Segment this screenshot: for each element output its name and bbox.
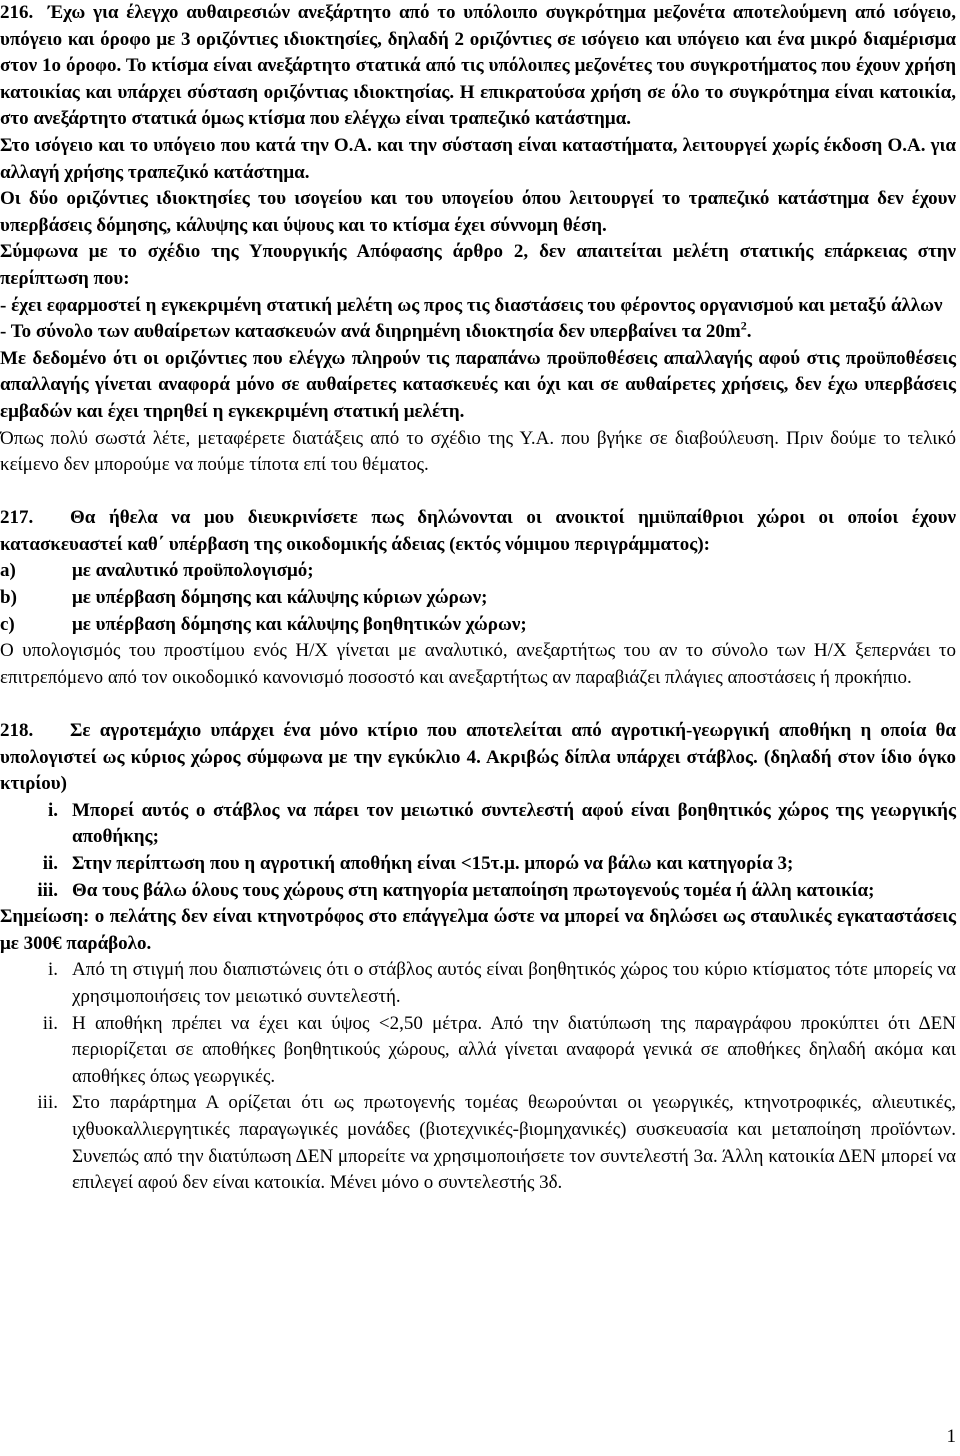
q216-paragraph-4: Σύμφωνα με το σχέδιο της Υπουργικής Απόφασης άρθρο 2, δεν απαιτείται μελέτη στατικής επάρκειας στην περίπτωση που: (0, 241, 956, 289)
q217-number: 217. (0, 507, 34, 529)
q216-conclusion: Με δεδομένο ότι οι οριζόντιες που ελέγχω πληρούν τις παραπάνω προϋποθέσεις απαλλαγής αφού στις προϋποθέσεις απαλλαγής γίνεται αναφορά μόνο σε αυθαίρετες κατασκευές και όχι και σε αυθαίρετες χρήσεις, δεν έχω υπερβάσεις εμβαδών και έχει τηρηθεί η εγκεκριμένη στατική μελέτη. (0, 347, 956, 422)
q218-number: 218. (0, 720, 34, 742)
q216-paragraph-5: - έχει εφαρμοστεί η εγκεκριμένη στατική μελέτη ως προς τις διαστάσεις του φέροντος οργανισμού και μεταξύ άλλων (0, 294, 943, 316)
q218-answer-i: i. Από τη στιγμή που διαπιστώνεις ότι ο στάβλος αυτός είναι βοηθητικός χώρος του κύριο κτίσματος τότε μπορείς να χρησιμοποιήσεις τον μειωτικό συντελεστή. (47, 959, 956, 1007)
q216-limit: - Το σύνολο των αυθαίρετων κατασκευών ανά διηρημένη ιδιοκτησία δεν υπερβαίνει τα $20m^2$. (0, 318, 752, 343)
q217-answer: Ο υπολογισμός του προστίμου ενός Η/Χ γίνεται με αναλυτικό, ανεξαρτήτως του αν το σύνολο των Η/Χ ξεπερνάει το επιτρεπόμενο από τον οικοδομικό κανονισμό ποσοστό και ανεξαρτήτως αν παραβιάζει πλάγιες αποστάσεις ή προκήπιο. (0, 640, 956, 688)
q216-paragraph-3: Οι δύο οριζόντιες ιδιοκτησίες του ισογείου και του υπογείου όπου λειτουργεί το τραπεζικό κατάστημα δεν έχουν υπερβάσεις δόμησης, κάλυψης και ύψους και το κτίσμα έχει σύννομη θέση. (0, 188, 956, 236)
q218-question: 218. Σε αγροτεμάχιο υπάρχει ένα μόνο κτίριο που αποτελείται από αγροτική-γεωργική αποθήκη η οποία θα υπολογιστεί ως κύριος χώρος σύμφωνα με την εγκύκλιο 4. Ακριβώς δίπλα υπάρχει στάβλος. (δηλαδή στον ίδιο όγκο κτιρίου) (0, 720, 956, 795)
q218-answer-iii: iii. Στο παράρτημα Α ορίζεται ότι ως πρωτογενής τομέας θεωρούνται οι γεωργικές, κτηνοτροφικές, αλιευτικές, ιχθυοκαλλιεργητικές παραγωγικές μονάδες (βιοτεχνικές-βιομηχανικές) συσκευασία και μεταποίηση προϊόντων. Συνεπώς από την διατύπωση ΔΕΝ μπορείτε να χρησιμοποιήσετε τον συντελεστή 3α. Άλλη κατοικία ΔΕΝ μπορεί να επιλεγεί αφού δεν είναι κατοικία. Μένει μόνο ο συντελεστής 3δ. (37, 1092, 956, 1194)
q217-item-c: c) με υπέρβαση δόμησης και κάλυψης βοηθητικών χώρων; (0, 613, 527, 635)
q218-item-i: i. Μπορεί αυτός ο στάβλος να πάρει τον μειωτικό συντελεστή αφού είναι βοηθητικός χώρος της γεωργικής αποθήκης; (47, 799, 956, 848)
q218-answer-ii: ii. Η αποθήκη πρέπει να έχει και ύψος <2,50 μέτρα. Από την διατύπωση της παραγράφου προκύπτει ότι ΔΕΝ περιορίζεται σε αποθήκες βοηθητικούς χώρους, αλλά γίνεται αναφορά γενικά σε αποθήκες δηλαδή ακόμα και αποθήκες όπως γεωργικές. (42, 1012, 956, 1087)
q218-item-ii: ii. Στην περίπτωση που η αγροτική αποθήκη είναι <15τ.μ. μπορώ να βάλω και κατηγορία 3; (42, 853, 794, 874)
q216-paragraph-1: 216. Έχω για έλεγχο αυθαιρεσιών ανεξάρτητο από το υπόλοιπο συγκρότημα μεζονέτα αποτελούμενη από ισόγειο, υπόγειο και όροφο με 3 οριζόντιες ιδιοκτησίες, δηλαδή 2 οριζόντιες σε ισόγειο και υπόγειο και ένα μικρό διαμέρισμα στον 1ο όροφο. Το κτίσμα είναι ανεξάρτητο στατικά από τις υπόλοιπες μεζονέτες του συγκροτήματος που έχουν χρήση κατοικίας και υπάρχει σύσταση οριζόντιας ιδιοκτησίας. Η επικρατούσα χρήση σε όλο το συγκρότημα είναι κατοικία, στο ανεξάρτητο στατικά όμως κτίσμα που ελέγχω είναι τραπεζικό κατάστημα. (0, 2, 956, 130)
q218-note: Σημείωση: ο πελάτης δεν είναι κτηνοτρόφος στο επάγγελμα ώστε να μπορεί να δηλώσει ως σταυλικές εγκαταστάσεις με 300€ παράβολο. (0, 906, 956, 954)
q216-answer: Όπως πολύ σωστά λέτε, μεταφέρετε διατάξεις από το σχέδιο της Υ.Α. που βγήκε σε διαβούλευση. Πριν δούμε το τελικό κείμενο δεν μπορούμε να πούμε τίποτα επί του θέματος. (0, 427, 956, 476)
q218-item-iii: iii. Θα τους βάλω όλους τους χώρους στη κατηγορία μεταποίηση πρωτογενούς τομέα ή άλλη κατοικία; (37, 879, 875, 901)
q216-number: 216. (0, 2, 34, 23)
q216-paragraph-2: Στο ισόγειο και το υπόγειο που κατά την Ο.Α. και την σύσταση είναι καταστήματα, λειτουργεί χωρίς έκδοση Ο.Α. για αλλαγή χρήσης τραπεζικό κατάστημα. (0, 134, 956, 183)
page-number: 1 (946, 1426, 956, 1447)
q217-item-b: b) με υπέρβαση δόμησης και κάλυψης κύριων χώρων; (0, 587, 488, 609)
q217-question: 217. Θα ήθελα να μου διευκρινίσετε πως δηλώνονται οι ανοικτοί ημιϋπαίθριοι χώροι οι οποίοι έχουν κατασκευαστεί καθ΄ υπέρβαση της οικοδομικής άδειας (εκτός νόμιμου περιγράμματος): (0, 507, 956, 555)
q217-item-a: a) με αναλυτικό προϋπολογισμό; (0, 560, 314, 582)
